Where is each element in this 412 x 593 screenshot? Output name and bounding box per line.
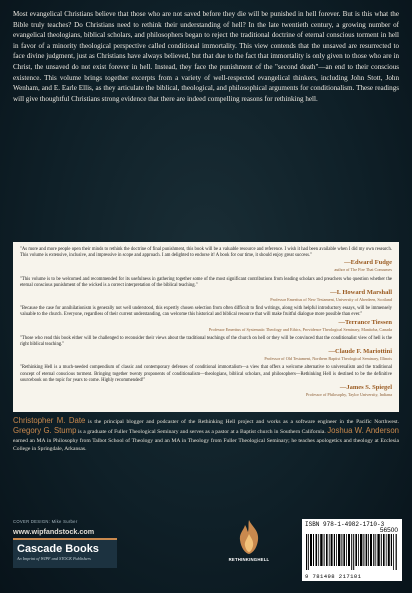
rethinking-hell-logo <box>227 518 271 570</box>
price-code: 56500 <box>379 527 398 534</box>
barcode-digits: 9 781498 217101 <box>305 573 362 580</box>
editor-name: Christopher M. Date <box>13 416 86 425</box>
review-quote: "Those who read this book either will be challenged to reconsider their views about the traditional teachings of the church on hell or they will be convinced that the conditionalist view of hell is the right biblical teaching." <box>20 335 392 348</box>
editor-name: Gregory G. Stump <box>13 425 77 435</box>
reviewer-role: Professor Emeritus of New Testament, University of Aberdeen, Scotland <box>270 297 392 303</box>
review-quote: "As more and more people open their minds to rethink the doctrine of final punishment, this book will be a valuable resource and reference. I wish it had been available when I did my own research. This volume is extensive, inclusive, and impressive in scope and approach. I am delighted to endorse it! A book for our time, it should enjoy great success." <box>20 247 392 259</box>
editor-bios <box>13 417 399 454</box>
reviewer-name: Terrance Tiessen <box>344 318 392 326</box>
reviews-panel <box>13 242 399 412</box>
book-description: Most evangelical Christians believe that those who are not saved before they die will be punished in hell forever. But is this what the Bible truly teaches? Do Christians need to rethink their understanding of hell? In the late twentieth century, a growing number of evangelical theologians, biblical scholars, and philosophers began to reject the traditional doctrine of eternal conscious torment in hell in favor of a minority theological perspective called conditional immortality. This view contends that the unsaved are resurrected to face divine judgment, just as Christians have always believed, but that due to the fact that immortality is only given to those who are in Christ, the unsaved do not exist forever in hell. Instead, they face the punishment of the "second death"—an end to their conscious existence. This volume brings together excerpts from a variety of well-respected evangelical thinkers, including John Stott, John Wenham, and E. Earle Ellis, as they articulate the biblical, theological, and philosophical arguments for conditionalism. These readings will give thoughtful Christians strong evidence that there are indeed compelling reasons for rethinking hell. <box>13 10 399 103</box>
reviewer-role: Professor Emeritus of Systematic Theology and Ethics, Providence Theological Seminary, Manitoba, Canada <box>208 326 392 332</box>
reviewer-role: Professor of Old Testament, Northern Baptist Theological Seminary, Illinois <box>264 356 392 362</box>
reviewer-name: James S. Spiegel <box>346 384 392 392</box>
isbn-barcode <box>302 519 402 581</box>
reviewer-name: Edward Fudge <box>350 259 392 267</box>
editor-name: Joshua W. Anderson <box>327 425 399 435</box>
publisher-logo <box>13 538 117 568</box>
publisher-subtitle: An Imprint of WIPF and STOCK Publishers <box>17 556 91 561</box>
publisher-name: Cascade Books <box>17 543 99 555</box>
editor-bio: is a graduate of Fuller Theological Seminary and serves as a pastor at a Baptist church in Southern California. <box>76 428 328 435</box>
review-4: "Those who read this book either will be challenged to reconsider their views about the traditional teachings of the church on hell or they will be convinced that the conditionalist view of hell is the right biblical teaching." —Claude F. Mariottini Professor of Old Testament, Northern Baptist Theological Seminary, Illinois <box>20 335 392 362</box>
review-quote: "Rethinking Hell is a much-needed compendium of classic and contemporary defenses of conditional immortalism—a view that offers a welcome alternative to universalism and the traditional concept of eternal conscious torment. Bringing together twenty proponents of conditionalism—theologians, biblical scholars, and philosophers—Rethinking Hell is destined to be the definitive sourcebook on the topic for years to come. Highly recommended!" <box>20 365 392 383</box>
review-quote: "Because the case for annihilationism is generally not well understood, this expertly chosen selection from often difficult to find writings, along with helpful introductory essays, will be immensely valuable to the church. Everyone, regardless of their current understanding, can welcome this historical and biblical resource that will make fruitful dialogue more possible than ever." <box>20 306 392 318</box>
isbn-number: ISBN 978-1-4982-1710-3 <box>305 521 385 528</box>
cover-design-credit: COVER DESIGN: Mike Surber <box>13 519 78 524</box>
review-2: "This volume is to be welcomed and recommended for its usefulness in gathering together some of the most significant contributions from leading scholars and preachers who question whether the eternal conscious punishment of the wicked is a correct interpretation of the biblical teaching." —I. Howard Marshall Professor Emeritus of New Testament, University of Aberdeen, Scotland <box>20 276 392 303</box>
editor-bio: is the principal blogger and podcaster of the Rethinking Hell project and works as a software engineer in the Pacific Northwest. <box>85 419 400 425</box>
review-5: "Rethinking Hell is a much-needed compendium of classic and contemporary defenses of conditional immortalism—a view that offers a welcome alternative to universalism and the traditional concept of eternal conscious torment. Bringing together twenty proponents of conditionalism—theologians, biblical scholars, and philosophers—Rethinking Hell is destined to be the definitive sourcebook on the topic for years to come. Highly recommended!" —James S. Spiegel Professor of Philosophy, Taylor University, Indiana <box>20 365 392 398</box>
barcode-icon <box>306 534 398 570</box>
reviewer-name: I. Howard Marshall <box>336 289 392 297</box>
reviewer-role: author of The Fire That Consumes <box>334 267 392 273</box>
review-3: "Because the case for annihilationism is generally not well understood, this expertly chosen selection from often difficult to find writings, along with helpful introductory essays, will be immensely valuable to the church. Everyone, regardless of their current understanding, can welcome this historical and biblical resource that will make fruitful dialogue more possible than ever." —Terrance Tiessen Professor Emeritus of Systematic Theology and Ethics, Providence Theological Seminary, Manitoba, Canada <box>20 306 392 332</box>
logo-text: RETHINKINGHELL <box>228 557 270 562</box>
reviewer-name: Claude F. Mariottini <box>335 348 392 356</box>
reviewer-role: Professor of Philosophy, Taylor University, Indiana <box>306 392 392 398</box>
publisher-website: www.wipfandstock.com <box>13 527 95 536</box>
flame-icon <box>234 518 264 556</box>
editor-bio: earned an MA in Philosophy from Talbot School of Theology and an MA in Theology from Fuller Theological Seminary; he teaches apologetics and theology at Ecclesia College in Springdale, Arkansas. <box>13 437 399 453</box>
review-quote: "This volume is to be welcomed and recommended for its usefulness in gathering together some of the most significant contributions from leading scholars and preachers who question whether the eternal conscious punishment of the wicked is a correct interpretation of the biblical teaching." <box>20 276 392 288</box>
review-1: "As more and more people open their minds to rethink the doctrine of final punishment, this book will be a valuable resource and reference. I wish it had been available when I did my own research. This volume is extensive, inclusive, and impressive in scope and approach. I am delighted to endorse it! A book for our time, it should enjoy great success." —Edward Fudge author of The Fire That Consumes <box>20 247 392 273</box>
